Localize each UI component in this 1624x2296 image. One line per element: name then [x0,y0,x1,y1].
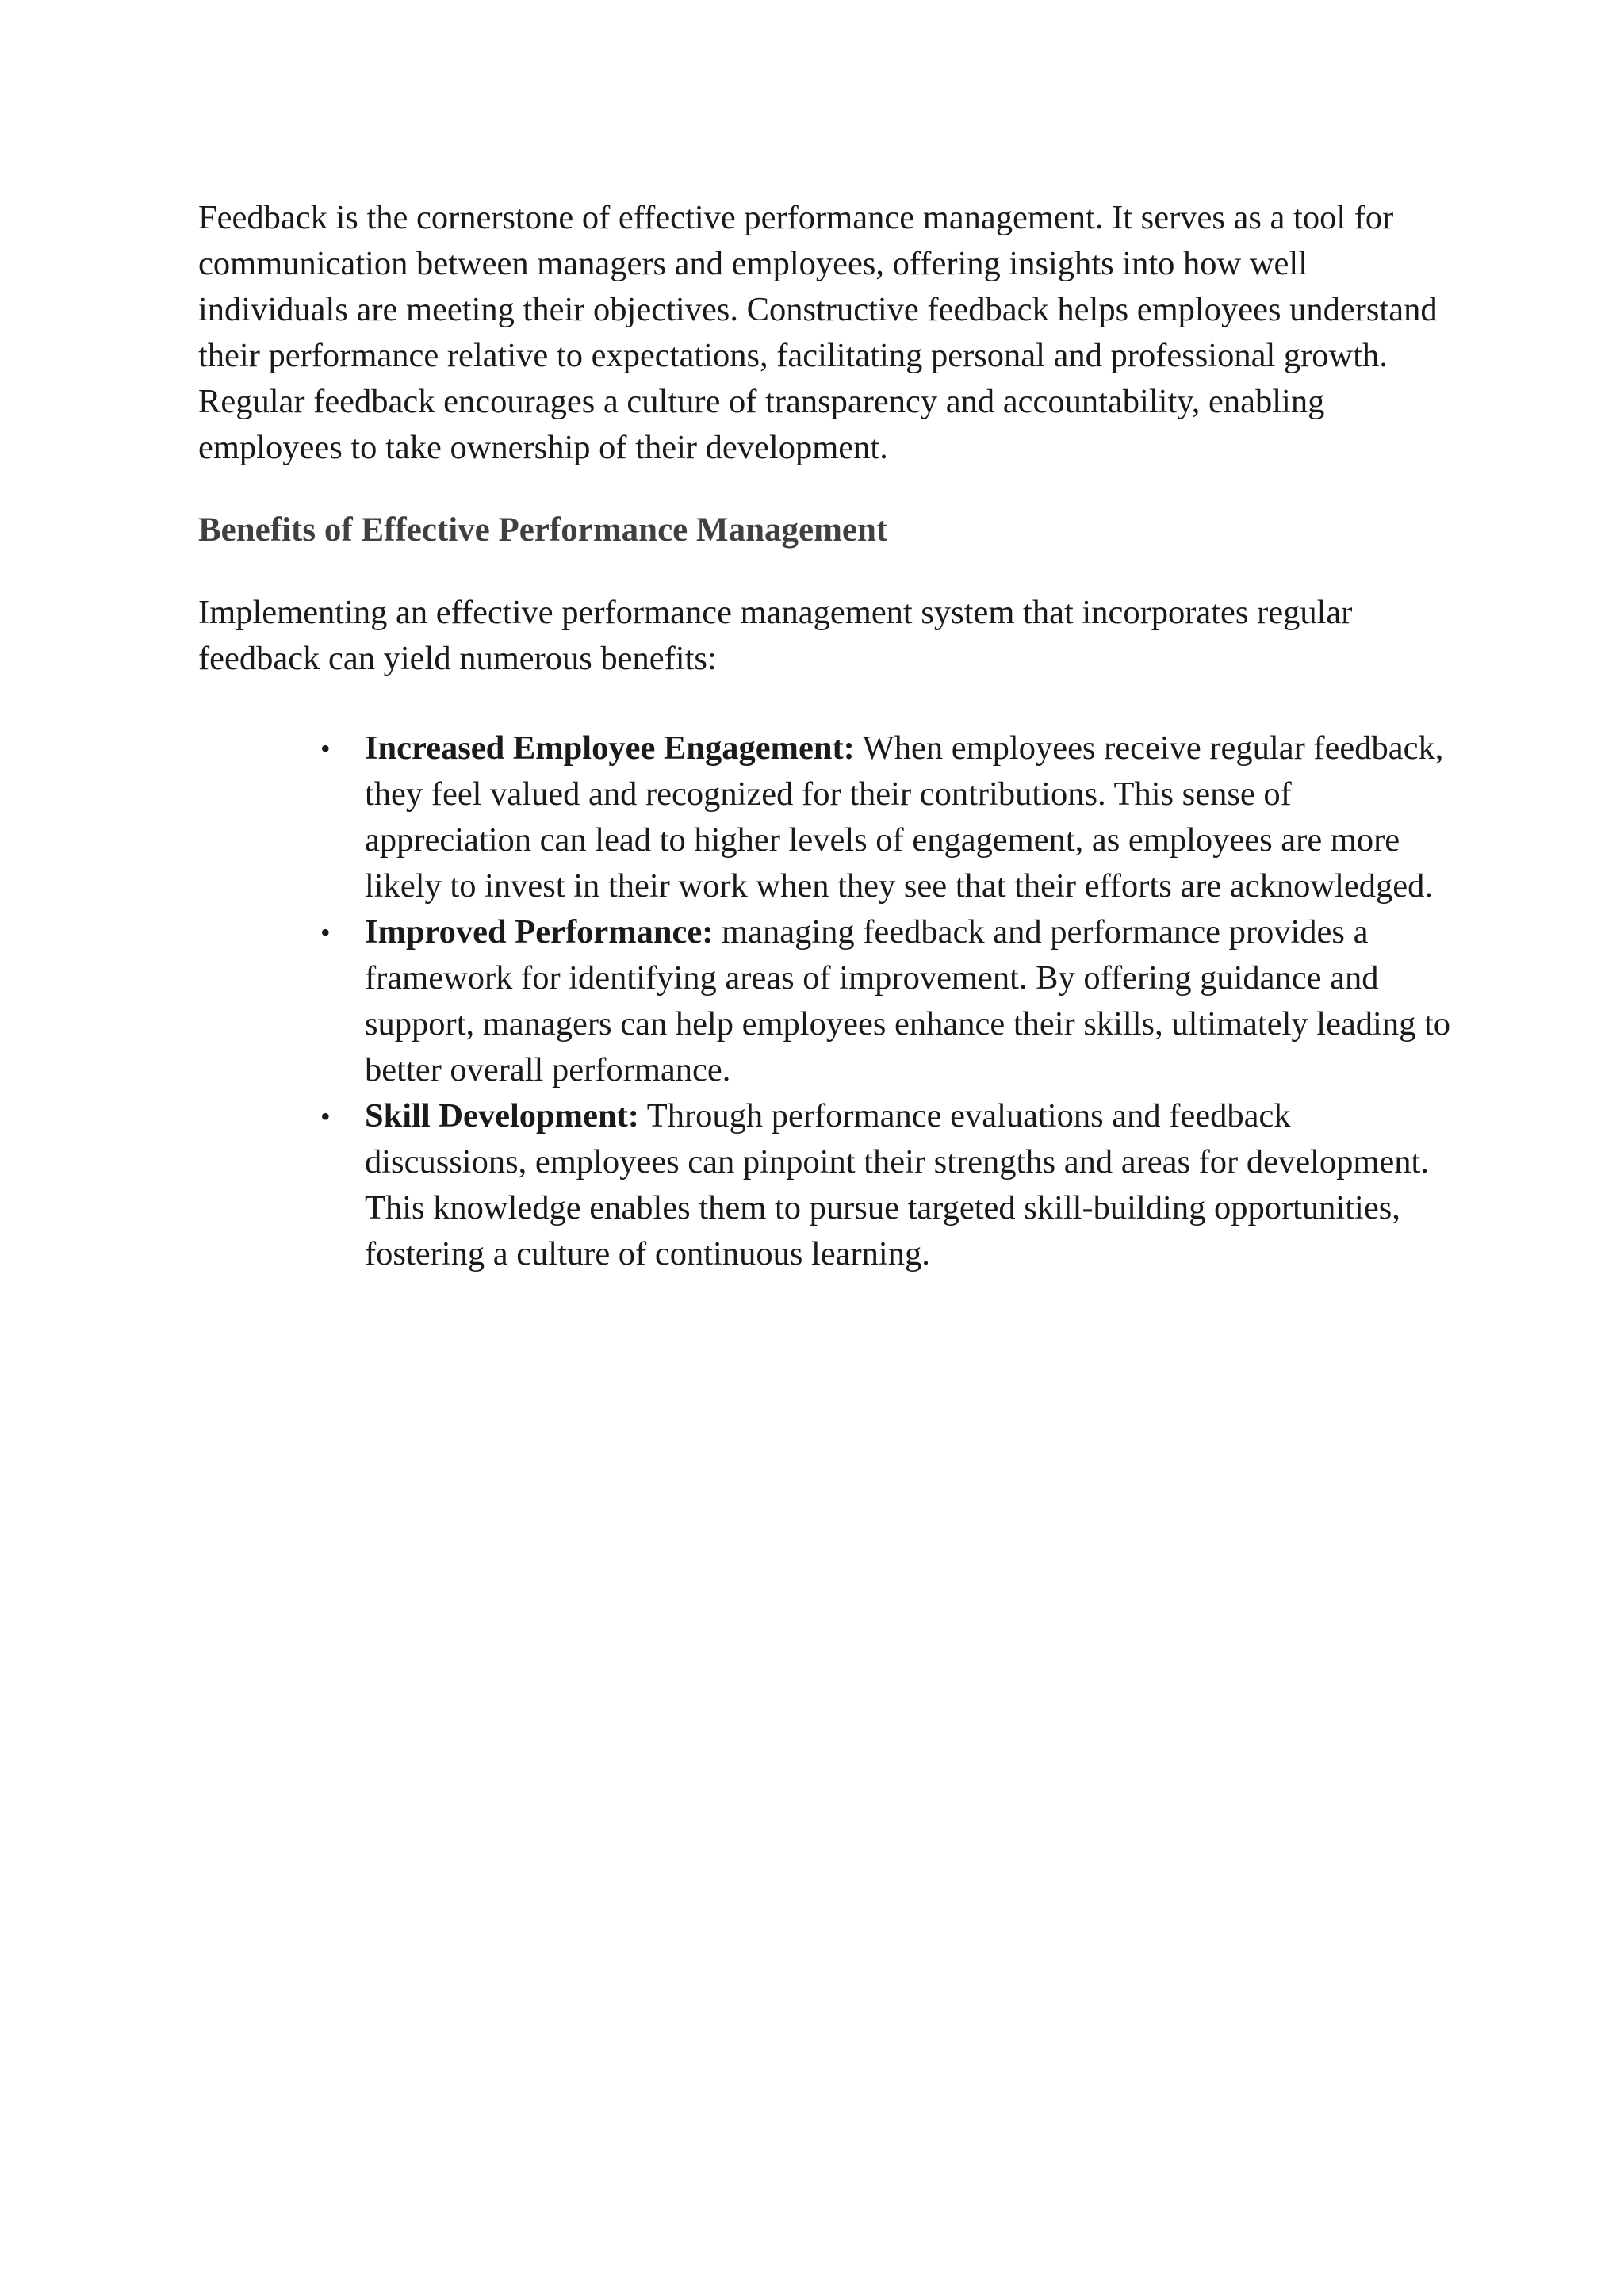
benefits-list [198,725,1451,1277]
list-item [320,725,1451,909]
bullet-term: Increased Employee Engagement: [365,729,855,767]
benefits-intro-paragraph: Implementing an effective performance management system that incorporates regular feedback can yield numerous benefits: [198,594,1353,677]
bullet-term: Skill Development: [365,1097,639,1135]
bullet-icon: • [320,733,331,764]
bullet-text: When employees receive regular feedback, they feel valued and recognized for their contributions. This sense of appreciation can lead to higher levels of engagement, as employees are more likely to invest in their work when they see that their efforts are acknowledged. [365,729,1444,905]
list-item [320,1093,1451,1277]
bullet-text: Through performance evaluations and feedback discussions, employees can pinpoint their strengths and areas for development. This knowledge enables them to pursue targeted skill-building opportunities, fostering a culture of continuous learning. [365,1097,1429,1272]
document-body [198,195,1451,1277]
bullet-text: managing feedback and performance provides a framework for identifying areas of improvement. By offering guidance and support, managers can help employees enhance their skills, ultimately leading to better overall performance. [365,913,1451,1089]
intro-paragraph: Feedback is the cornerstone of effective performance management. It serves as a tool for communication between managers and employees, offering insights into how well individuals are meeting their objectives. Constructive feedback helps employees understand their performance relative to expectations, facilitating personal and professional growth. Regular feedback encourages a culture of transparency and accountability, enabling employees to take ownership of their development. [198,199,1438,466]
bullet-term: Improved Performance: [365,913,714,951]
bullet-icon: • [320,916,331,948]
list-item [320,909,1451,1093]
section-heading: Benefits of Effective Performance Management [198,511,888,549]
bullet-icon: • [320,1100,331,1132]
